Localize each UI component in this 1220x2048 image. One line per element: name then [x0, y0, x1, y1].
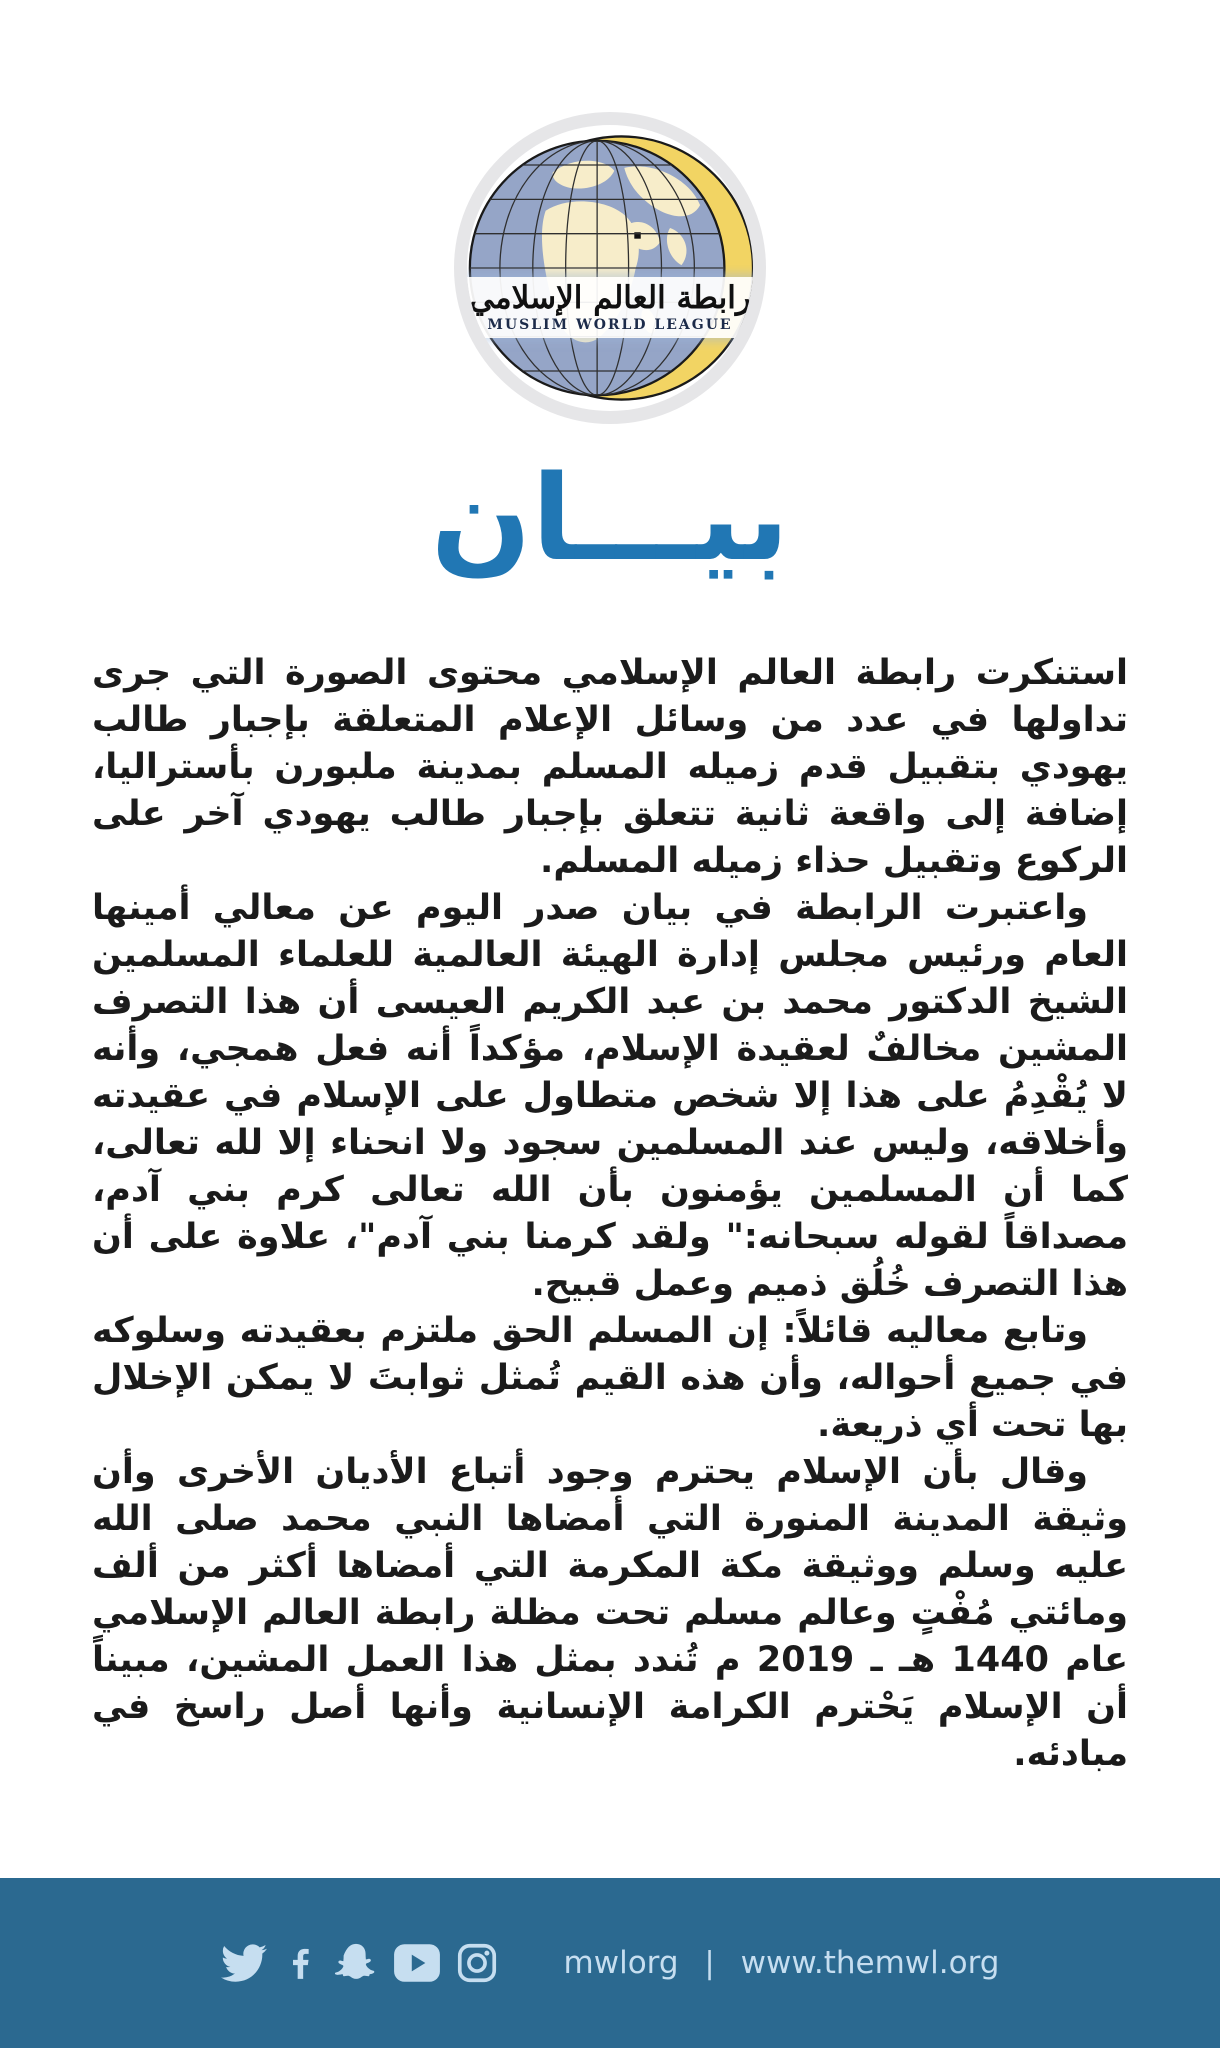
mwl-globe-emblem — [467, 125, 753, 411]
logo-english-name: MUSLIM WORLD LEAGUE — [487, 316, 733, 333]
paragraph-1: استنكرت رابطة العالم الإسلامي محتوى الصورة التي جرى تداولها في عدد من وسائل الإعلام المتعلقة بإجبار طالب يهودي بتقبيل قدم زميله المسلم بمدينة ملبورن بأستراليا، إضافة إلى واقعة ثانية تتعلق بإجبار طالب يهودي آخر على الركوع وتقبيل حذاء زميله المسلم. — [92, 653, 1128, 881]
social-handle: mwlorg — [563, 1945, 679, 1981]
footer-bar — [0, 1878, 1220, 2048]
statement-body — [92, 650, 1128, 1778]
statement-title: بيـــان — [430, 449, 790, 587]
logo-name-band — [467, 277, 753, 338]
twitter-icon[interactable] — [221, 1940, 267, 1986]
mwl-logo — [454, 112, 766, 424]
paragraph-3: وتابع معاليه قائلاً: إن المسلم الحق ملتزم بعقيدته وسلوكه في جميع أحواله، وأن هذه القيم تُمثل ثوابتَ لا يمكن الإخلال بها تحت أي ذريعة. — [92, 1311, 1128, 1445]
footer-links — [564, 1945, 1000, 1981]
snapchat-icon[interactable] — [333, 1940, 379, 1986]
paragraph-2: واعتبرت الرابطة في بيان صدر اليوم عن معالي أمينها العام ورئيس مجلس إدارة الهيئة العالمية للعلماء المسلمين الشيخ الدكتور محمد بن عبد الكريم العيسى أن هذا التصرف المشين مخالفٌ لعقيدة الإسلام، مؤكداً أنه فعل همجي، وأنه لا يُقْدِمُ على هذا إلا شخص متطاول على الإسلام في عقيدته وأخلاقه، وليس عند المسلمين سجود ولا انحناء إلا لله تعالى، كما أن المسلمين يؤمنون بأن الله تعالى كرم بني آدم، مصداقاً لقوله سبحانه:" ولقد كرمنا بني آدم"، علاوة على أن هذا التصرف خُلُق ذميم وعمل قبيح. — [92, 888, 1128, 1304]
facebook-icon[interactable] — [280, 1941, 320, 1985]
footer-separator: | — [704, 1945, 715, 1981]
youtube-icon[interactable] — [392, 1942, 442, 1984]
logo-wrap — [0, 0, 1220, 424]
paragraph-4: وقال بأن الإسلام يحترم وجود أتباع الأديان الأخرى وأن وثيقة المدينة المنورة التي أمضاها النبي محمد صلى الله عليه وسلم ووثيقة مكة المكرمة التي أمضاها أكثر من ألف ومائتي مُفْتٍ وعالم مسلم تحت مظلة رابطة العالم الإسلامي عام 1440 هـ ـ 2019 م تُندد بمثل هذا العمل المشين، مبيناً أن الإسلام يَحْترم الكرامة الإنسانية وأنها أصل راسخ في مبادئه. — [92, 1452, 1129, 1774]
globe-crescent-icon — [467, 125, 753, 411]
instagram-icon[interactable] — [455, 1941, 499, 1985]
website-url[interactable]: www.themwl.org — [740, 1945, 1000, 1981]
social-icons — [221, 1940, 499, 1986]
footer-content — [221, 1940, 1000, 1986]
logo-arabic-name: رابطة العالم الإسلامي — [469, 279, 751, 316]
